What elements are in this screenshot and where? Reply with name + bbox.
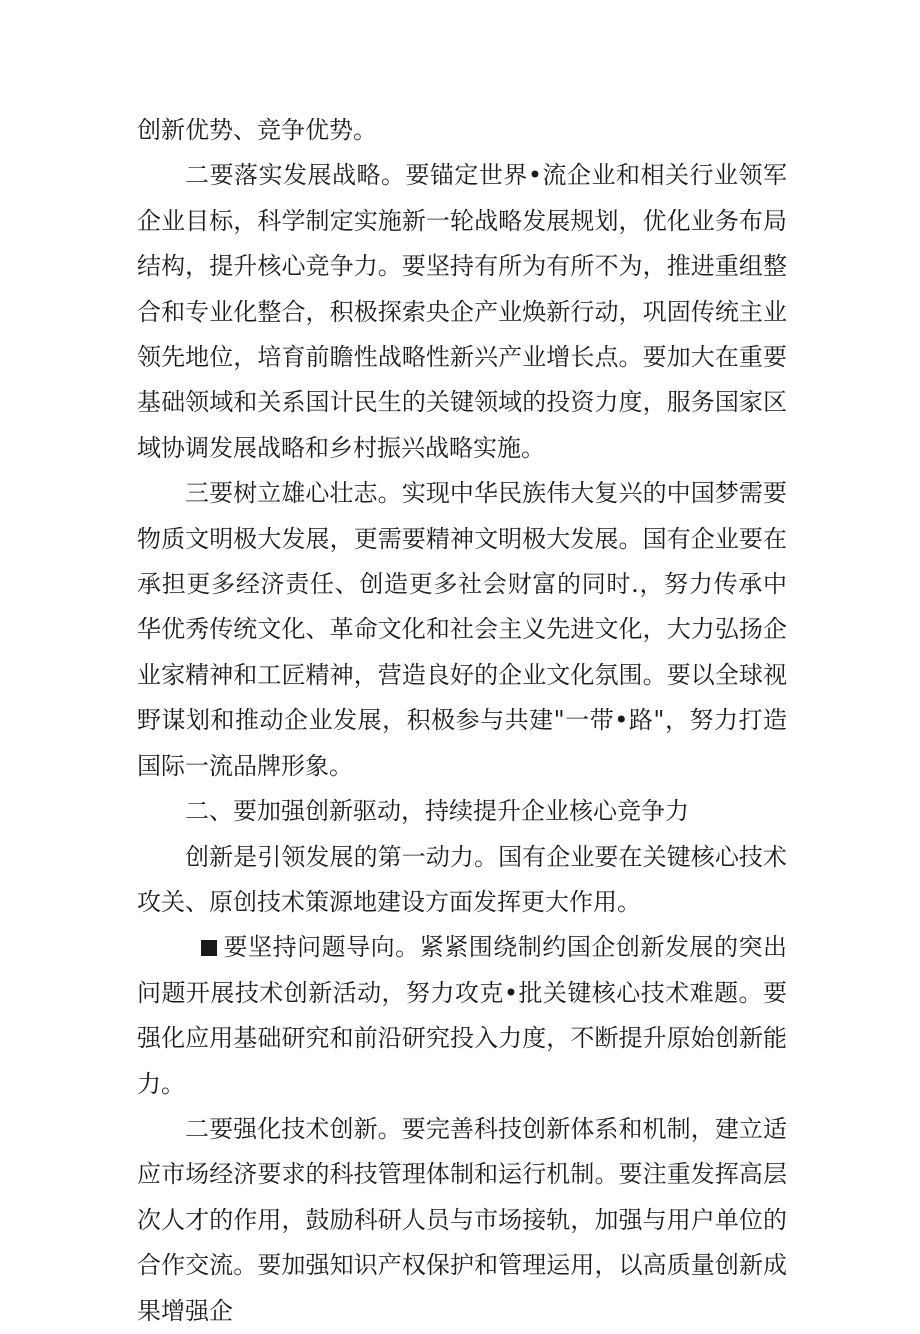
document-body <box>137 108 787 1334</box>
section-heading: 二、要加强创新驱动，持续提升企业核心竞争力 <box>185 797 689 826</box>
paragraph-tech-innovation: 二要强化技术创新。要完善科技创新体系和机制，建立适应市场经济要求的科技管理体制和运行机制。要注重发挥高层次人才的作用，鼓励科研人员与市场接轨，加强与用户单位的合作交流。要加强知识产权保护和管理运用，以高质量创新成果增强企 <box>137 1114 787 1325</box>
paragraph-problem-orientation <box>137 925 787 1107</box>
square-bullet-icon <box>201 940 217 956</box>
paragraph-problem-orientation-text: 要坚持问题导向。紧紧围绕制约国企创新发展的突出问题开展技术创新活动，努力攻克•批关键核心技术难题。要强化应用基础研究和前沿研究投入力度，不断提升原始创新能力。 <box>137 933 787 1098</box>
paragraph-continuation: 创新优势、竞争优势。 <box>137 116 377 144</box>
paragraph-strategy: 二要落实发展战略。要锚定世界•流企业和相关行业领军企业目标，科学制定实施新一轮战略发展规划，优化业务布局结构，提升核心竞争力。要坚持有所为有所不为，推进重组整合和专业化整合，积极探索央企产业焕新行动，巩固传统主业领先地位，培育前瞻性战略性新兴产业增长点。要加大在重要基础领域和关系国计民生的关键领域的投资力度，服务国家区域协调发展战略和乡村振兴战略实施。 <box>137 161 787 462</box>
paragraph-ambition: 三要树立雄心壮志。实现中华民族伟大复兴的中国梦需要物质文明极大发展，更需要精神文明极大发展。国有企业要在承担更多经济责任、创造更多社会财富的同时.，努力传承中华优秀传统文化、革命文化和社会主义先进文化，大力弘扬企业家精神和工匠精神，营造良好的企业文化氛围。要以全球视野谋划和推动企业发展，积极参与共建"一带•路"，努力打造国际一流品牌形象。 <box>137 479 787 780</box>
paragraph-innovation-intro: 创新是引领发展的第一动力。国有企业要在关键核心技术攻关、原创技术策源地建设方面发挥更大作用。 <box>137 842 787 916</box>
